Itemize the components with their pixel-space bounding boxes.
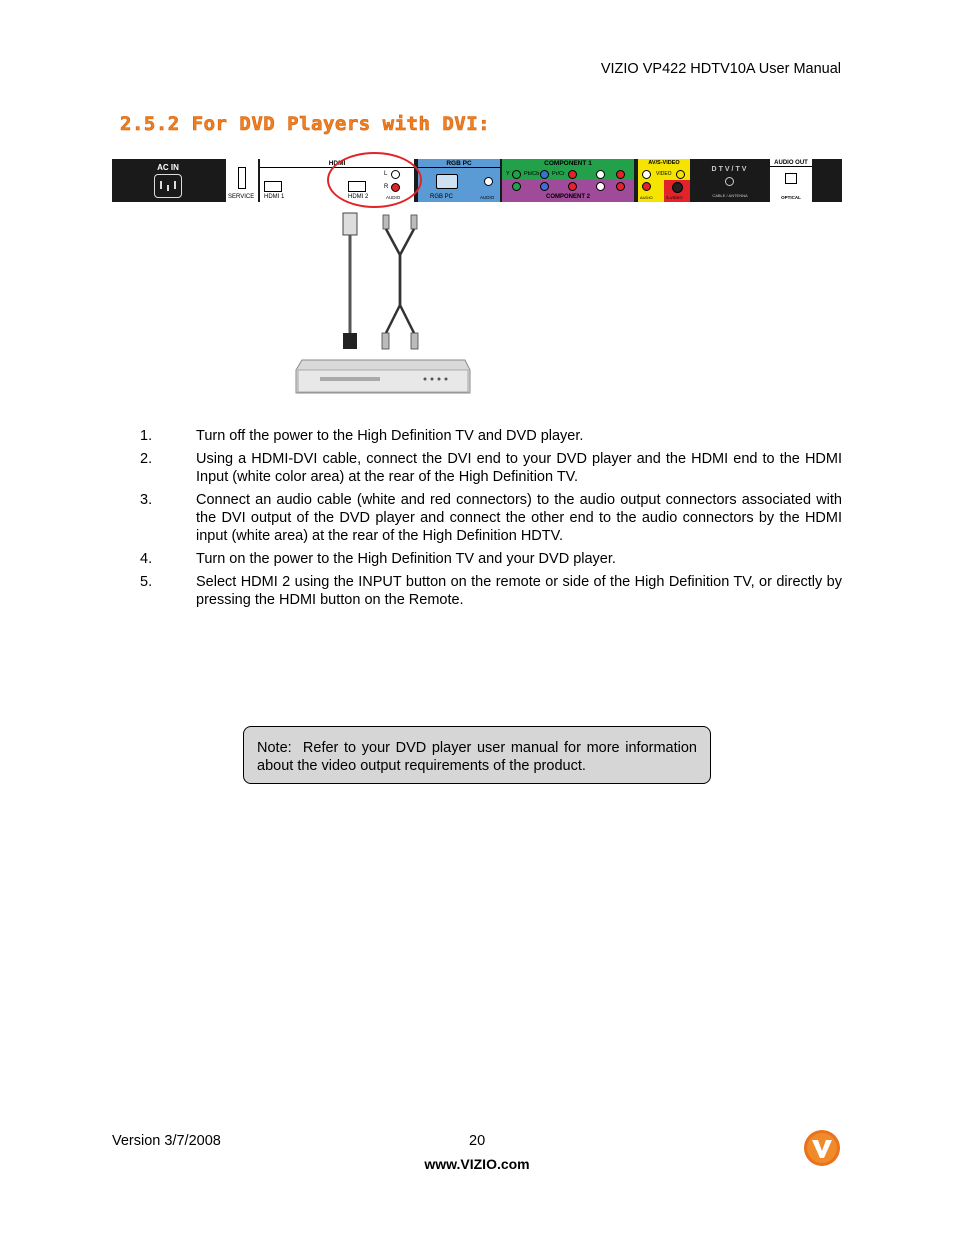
header-title: VIZIO VP422 HDTV10A User Manual [600,61,841,77]
optical-port-icon [785,173,797,184]
component1-pr-jack-icon [568,170,577,179]
step-number: 1. [140,428,153,444]
component1-pb-jack-icon [540,170,549,179]
av-audio-label: AUDIO [640,195,653,200]
component1-audio-r-jack-icon [616,170,625,179]
step-text: Turn on the power to the High Definition TV and your DVD player. [196,551,616,567]
pc-audio-jack-icon [484,177,493,186]
av-audio-l-jack-icon [642,170,651,179]
component2-audio-r-jack-icon [616,182,625,191]
component1-audio-l-jack-icon [596,170,605,179]
service-port-icon [238,167,246,189]
footer-url: www.VIZIO.com [424,1156,530,1172]
dvd-cable-illustration [290,205,475,400]
list-item [140,450,842,486]
component1-y-jack-icon [512,170,521,179]
note-box [243,726,711,784]
svideo-jack-icon [672,182,683,193]
service-label: SERVICE [228,194,255,200]
note-text: Note: Refer to your DVD player user manual for more information about the video output requirements of the product. [257,740,702,774]
hdmi-dvi-cable-icon [343,213,357,349]
step-number: 2. [140,451,153,467]
hdmi2-highlight-circle [327,152,422,208]
component2-pb-jack-icon [540,182,549,191]
svideo-label: S-VIDEO [666,195,683,200]
service-section [226,159,258,202]
av-audio-r-jack-icon [642,182,651,191]
list-item [140,550,842,568]
instruction-list [140,427,842,614]
component2-audio-l-jack-icon [596,182,605,191]
step-text: Turn off the power to the High Definition TV and DVD player. [196,428,584,444]
ac-in-section [112,159,224,202]
optical-label: OPTICAL [781,195,801,200]
hdmi-audio-label: AUDIO [386,195,401,200]
vizio-logo-icon [803,1129,841,1167]
component-pb-label: Pb/Cb [524,171,540,177]
section-title: 2.5.2 For DVD Players with DVI: [120,113,491,135]
hdmi-section-label: HDMI [260,160,414,168]
hdmi1-port-icon [264,181,282,192]
step-text: Connect an audio cable (white and red connectors) to the audio output connectors associated with the DVI output of the DVD player and connect the other end to the audio connectors by the HDMI input (white area) at the rear of the High Definition HDTV. [196,492,842,544]
component1-label: COMPONENT 1 [544,160,592,167]
ac-in-label: AC IN [157,163,179,172]
component-pr-label: Pr/Cr [552,171,565,177]
hdmi2-label: HDMI 2 [348,194,369,200]
footer-version: Version 3/7/2008 [112,1133,221,1149]
rgb-pc-label: RGB PC [430,194,454,200]
rgb-pc-header-label: RGB PC [418,160,500,168]
av-svideo-section [638,159,690,202]
component2-label: COMPONENT 2 [545,194,590,200]
pc-audio-label: AUDIO [480,195,495,200]
hdmi1-label: HDMI 1 [264,194,285,200]
step-text: Using a HDMI-DVI cable, connect the DVI end to your DVD player and the HDMI end to the HDMI Input (white color area) at the rear of the High Definition TV. [196,451,842,485]
step-number: 5. [140,574,153,590]
component-y-label: Y [506,171,510,177]
list-item [140,427,842,445]
av-video-jack-icon [676,170,685,179]
dtv-label: DTV/TV [711,166,749,173]
step-number: 4. [140,551,153,567]
tv-rear-panel-diagram [112,159,842,202]
dtv-section [692,159,768,202]
list-item [140,573,842,609]
av-svideo-label: AV/S-VIDEO [648,160,680,166]
audio-out-section [770,159,812,202]
dvd-player-icon [296,360,470,393]
vga-port-icon [436,174,458,189]
power-socket-icon [154,174,182,198]
page-number: 20 [469,1133,486,1149]
audio-cable-icon [382,215,418,349]
rgb-pc-section [418,159,500,202]
audio-out-label: AUDIO OUT [770,160,812,167]
component2-pr-jack-icon [568,182,577,191]
list-item [140,491,842,545]
antenna-jack-icon [725,177,734,186]
component2-y-jack-icon [512,182,521,191]
component-section [502,159,634,202]
cable-antenna-label: CABLE / ANTENNA [712,193,748,198]
step-number: 3. [140,492,153,508]
step-text: Select HDMI 2 using the INPUT button on the remote or side of the High Definition TV, or directly by pressing the HDMI button on the Remote. [196,574,842,608]
av-video-label: VIDEO [656,171,672,177]
hdmi-audio-r-label: R [384,184,389,190]
hdmi-audio-l-label: L [384,171,388,177]
